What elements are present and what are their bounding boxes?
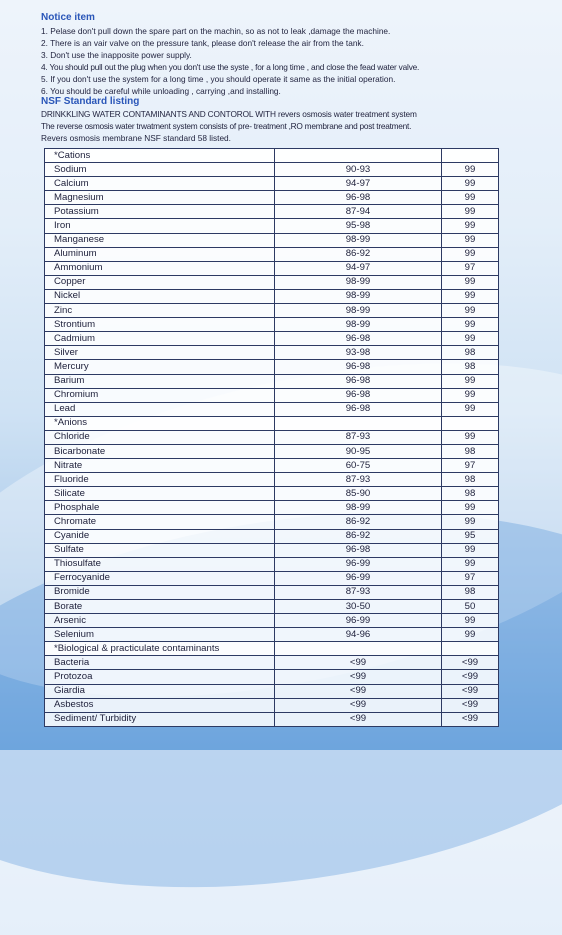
rejection-range: 96-99: [275, 557, 442, 571]
table-row: [45, 205, 499, 219]
table-row: [45, 628, 499, 642]
contaminant-name: Nickel: [45, 289, 275, 303]
table-row: [45, 684, 499, 698]
rejection-range: 96-98: [275, 402, 442, 416]
contaminant-name: Silicate: [45, 487, 275, 501]
rejection-value: 99: [442, 628, 499, 642]
nsf-line-3: Revers osmosis membrane NSF standard 58 listed.: [41, 133, 231, 143]
rejection-value: 98: [442, 473, 499, 487]
rejection-range: <99: [275, 712, 442, 726]
rejection-value: 99: [442, 374, 499, 388]
table-row: [45, 557, 499, 571]
table-row: [45, 163, 499, 177]
rejection-value: [442, 416, 499, 430]
rejection-range: [275, 149, 442, 163]
contaminant-name: Thiosulfate: [45, 557, 275, 571]
contaminant-name: Silver: [45, 346, 275, 360]
rejection-range: 86-92: [275, 247, 442, 261]
contaminant-name: Lead: [45, 402, 275, 416]
rejection-range: [275, 416, 442, 430]
rejection-range: [275, 642, 442, 656]
contaminant-name: Bicarbonate: [45, 444, 275, 458]
table-row: [45, 219, 499, 233]
rejection-value: [442, 149, 499, 163]
contaminant-name: Bacteria: [45, 656, 275, 670]
notice-line-6: 6. You should be careful while unloading , carrying ,and installing.: [41, 86, 281, 96]
rejection-value: 99: [442, 515, 499, 529]
table-row: [45, 670, 499, 684]
table-row: [45, 543, 499, 557]
rejection-value: 99: [442, 557, 499, 571]
rejection-range: 98-99: [275, 304, 442, 318]
rejection-value: 50: [442, 600, 499, 614]
rejection-value: 99: [442, 332, 499, 346]
rejection-range: 85-90: [275, 487, 442, 501]
table-row: [45, 571, 499, 585]
rejection-value: 98: [442, 585, 499, 599]
rejection-value: <99: [442, 712, 499, 726]
rejection-range: 87-93: [275, 473, 442, 487]
rejection-range: 87-93: [275, 430, 442, 444]
rejection-value: <99: [442, 656, 499, 670]
nsf-line-2: The reverse osmosis water trwatment system consists of pre- treatment ,RO membrane and post treatment.: [41, 121, 412, 131]
table-row: [45, 656, 499, 670]
rejection-range: 30-50: [275, 600, 442, 614]
table-row: [45, 289, 499, 303]
table-row: [45, 515, 499, 529]
nsf-title: NSF Standard listing: [41, 96, 140, 107]
table-section-row: [45, 416, 499, 430]
contaminant-name: Fluoride: [45, 473, 275, 487]
table-row: [45, 360, 499, 374]
rejection-range: <99: [275, 670, 442, 684]
rejection-range: 96-99: [275, 571, 442, 585]
contaminant-name: Bromide: [45, 585, 275, 599]
contaminant-name: Barium: [45, 374, 275, 388]
contaminant-name: Sodium: [45, 163, 275, 177]
table-row: [45, 430, 499, 444]
rejection-value: <99: [442, 698, 499, 712]
contaminant-name: Magnesium: [45, 191, 275, 205]
notice-line-5: 5. If you don't use the system for a long time , you should operate it same as the initial operation.: [41, 74, 396, 84]
rejection-value: 99: [442, 275, 499, 289]
rejection-value: 98: [442, 487, 499, 501]
rejection-value: 99: [442, 247, 499, 261]
rejection-value: 99: [442, 177, 499, 191]
table-row: [45, 191, 499, 205]
rejection-range: 93-98: [275, 346, 442, 360]
contaminant-name: Arsenic: [45, 614, 275, 628]
rejection-range: 96-98: [275, 374, 442, 388]
contaminant-name: Phosphale: [45, 501, 275, 515]
rejection-range: 87-93: [275, 585, 442, 599]
table-row: [45, 501, 499, 515]
rejection-range: 60-75: [275, 459, 442, 473]
rejection-range: 96-98: [275, 191, 442, 205]
contaminant-name: Ammonium: [45, 261, 275, 275]
table-row: [45, 247, 499, 261]
notice-line-1: 1. Pelase don't pull down the spare part on the machin, so as not to leak ,damage the machine.: [41, 26, 391, 36]
contaminant-name: *Anions: [45, 416, 275, 430]
rejection-value: 98: [442, 444, 499, 458]
contaminant-name: Chloride: [45, 430, 275, 444]
contaminant-name: Potassium: [45, 205, 275, 219]
rejection-value: 99: [442, 205, 499, 219]
table-row: [45, 473, 499, 487]
rejection-range: 98-99: [275, 233, 442, 247]
rejection-range: 90-93: [275, 163, 442, 177]
notice-line-2: 2. There is an vair valve on the pressure tank, please don't release the air from the tank.: [41, 38, 364, 48]
table-row: [45, 275, 499, 289]
contaminant-name: Selenium: [45, 628, 275, 642]
contaminant-name: Giardia: [45, 684, 275, 698]
table-row: [45, 614, 499, 628]
rejection-value: [442, 642, 499, 656]
table-row: [45, 698, 499, 712]
rejection-value: 99: [442, 402, 499, 416]
rejection-range: <99: [275, 698, 442, 712]
contaminant-name: Nitrate: [45, 459, 275, 473]
rejection-range: 95-98: [275, 219, 442, 233]
contaminant-name: Sulfate: [45, 543, 275, 557]
rejection-value: 99: [442, 501, 499, 515]
table-row: [45, 487, 499, 501]
rejection-value: 98: [442, 360, 499, 374]
nsf-line-1: DRINKKLING WATER CONTAMINANTS AND CONTOROL WITH revers osmosis water treatment system: [41, 109, 417, 119]
rejection-value: 99: [442, 233, 499, 247]
rejection-range: 94-97: [275, 177, 442, 191]
table-row: [45, 374, 499, 388]
table-row: [45, 304, 499, 318]
contaminant-name: Zinc: [45, 304, 275, 318]
rejection-range: 98-99: [275, 289, 442, 303]
contaminant-name: Mercury: [45, 360, 275, 374]
table-row: [45, 332, 499, 346]
table-row: [45, 585, 499, 599]
contaminant-name: Copper: [45, 275, 275, 289]
contaminant-name: *Cations: [45, 149, 275, 163]
rejection-value: 98: [442, 346, 499, 360]
contaminant-name: Cadmium: [45, 332, 275, 346]
table-row: [45, 318, 499, 332]
rejection-value: 99: [442, 388, 499, 402]
contaminant-table: [44, 148, 499, 727]
table-row: [45, 233, 499, 247]
contaminant-name: Aluminum: [45, 247, 275, 261]
rejection-range: 96-98: [275, 360, 442, 374]
notice-line-4: 4. You should pull out the plug when you don't use the syste , for a long time , and close the fead water valve.: [41, 62, 420, 72]
rejection-range: 96-98: [275, 543, 442, 557]
rejection-range: 90-95: [275, 444, 442, 458]
rejection-range: <99: [275, 684, 442, 698]
rejection-value: 95: [442, 529, 499, 543]
rejection-value: <99: [442, 670, 499, 684]
contaminant-name: Cyanide: [45, 529, 275, 543]
rejection-value: 97: [442, 261, 499, 275]
table-section-row: [45, 149, 499, 163]
rejection-range: 94-96: [275, 628, 442, 642]
rejection-range: 96-98: [275, 388, 442, 402]
rejection-value: 99: [442, 219, 499, 233]
rejection-value: 97: [442, 571, 499, 585]
rejection-range: <99: [275, 656, 442, 670]
table-row: [45, 600, 499, 614]
notice-title: Notice item: [41, 12, 95, 23]
table-row: [45, 388, 499, 402]
notice-line-3: 3. Don't use the inapposite power supply.: [41, 50, 192, 60]
rejection-value: 97: [442, 459, 499, 473]
rejection-range: 94-97: [275, 261, 442, 275]
rejection-range: 86-92: [275, 515, 442, 529]
rejection-range: 86-92: [275, 529, 442, 543]
contaminant-name: Iron: [45, 219, 275, 233]
contaminant-name: Sediment/ Turbidity: [45, 712, 275, 726]
contaminant-name: Borate: [45, 600, 275, 614]
contaminant-name: Chromate: [45, 515, 275, 529]
contaminant-name: Protozoa: [45, 670, 275, 684]
rejection-range: 98-99: [275, 275, 442, 289]
rejection-range: 87-94: [275, 205, 442, 219]
table-row: [45, 529, 499, 543]
rejection-value: 99: [442, 614, 499, 628]
contaminant-name: Ferrocyanide: [45, 571, 275, 585]
contaminant-name: Manganese: [45, 233, 275, 247]
rejection-value: 99: [442, 289, 499, 303]
rejection-value: 99: [442, 543, 499, 557]
rejection-range: 98-99: [275, 318, 442, 332]
rejection-range: 98-99: [275, 501, 442, 515]
rejection-value: 99: [442, 304, 499, 318]
table-row: [45, 444, 499, 458]
table-row: [45, 459, 499, 473]
rejection-value: 99: [442, 318, 499, 332]
contaminant-name: *Biological & practiculate contaminants: [45, 642, 275, 656]
table-row: [45, 261, 499, 275]
rejection-range: 96-98: [275, 332, 442, 346]
contaminant-name: Chromium: [45, 388, 275, 402]
table-row: [45, 402, 499, 416]
rejection-value: 99: [442, 430, 499, 444]
contaminant-name: Strontium: [45, 318, 275, 332]
rejection-value: 99: [442, 191, 499, 205]
rejection-value: 99: [442, 163, 499, 177]
table-row: [45, 177, 499, 191]
rejection-value: <99: [442, 684, 499, 698]
contaminant-name: Calcium: [45, 177, 275, 191]
table-row: [45, 712, 499, 726]
rejection-range: 96-99: [275, 614, 442, 628]
contaminant-name: Asbestos: [45, 698, 275, 712]
table-section-row: [45, 642, 499, 656]
table-row: [45, 346, 499, 360]
